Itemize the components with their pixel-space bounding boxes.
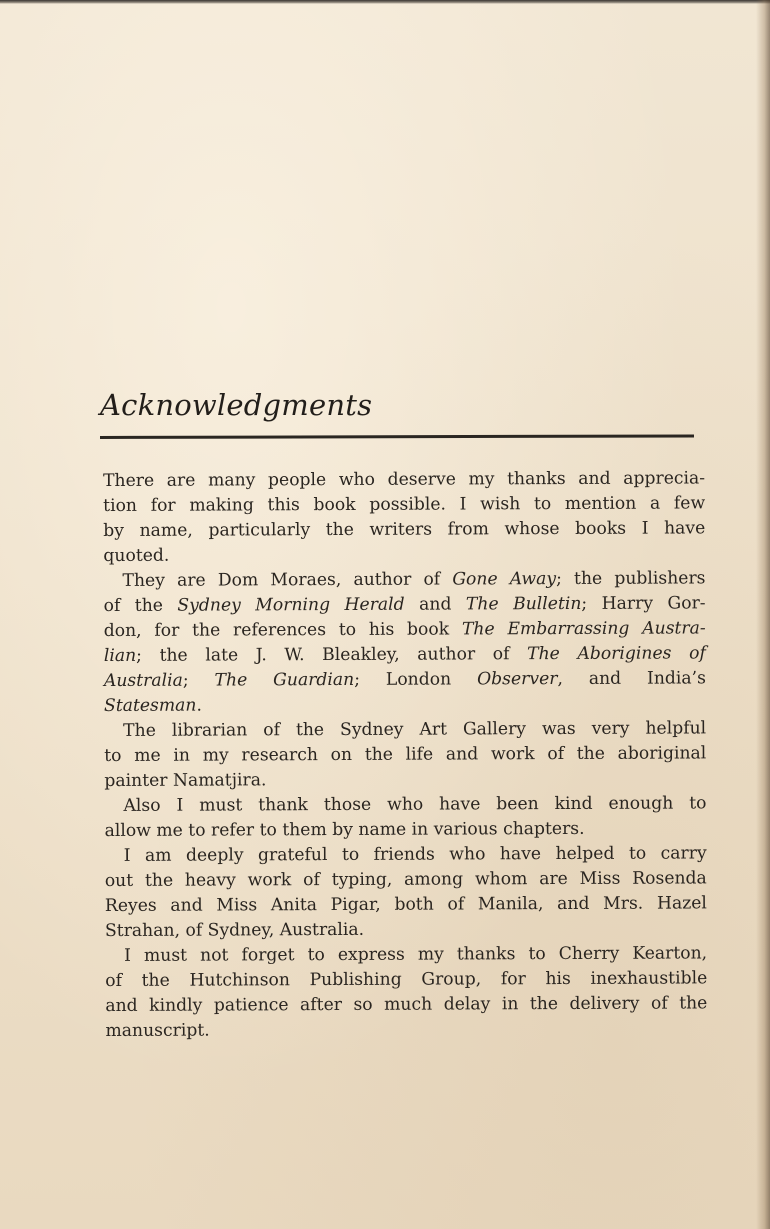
page-top-edge (0, 0, 770, 4)
paragraph-5 (105, 841, 707, 944)
text-line: to me in my research on the life and work of the aboriginal (104, 743, 707, 766)
text-line: I am deeply grateful to friends who have helped to carry (123, 843, 707, 866)
paragraph-2 (103, 566, 706, 719)
heading-rule (100, 434, 694, 439)
acknowledgments-body (103, 466, 708, 1044)
paragraph-6 (105, 941, 707, 1044)
text-line: of the Sydney Morning Herald and The Bulletin; Harry Gor- (103, 593, 706, 616)
text-line: lian; the late J. W. Bleakley, author of The Aborigines of (103, 643, 706, 666)
text-line: Reyes and Miss Anita Pigar, both of Manila, and Mrs. Hazel (104, 893, 707, 916)
text-line: Australia; The Guardian; London Observer, and India’s (103, 668, 706, 691)
text-line: and kindly patience after so much delay in the delivery of the (105, 993, 708, 1016)
text-line: tion for making this book possible. I wish to mention a few (103, 493, 706, 516)
text-line: They are Dom Moraes, author of Gone Away; the publishers (122, 568, 706, 591)
text-line: manuscript. (105, 1020, 210, 1041)
page-right-edge-shadow (756, 0, 770, 1229)
text-line: out the heavy work of typing, among whom are Miss Rosenda (104, 868, 707, 891)
paragraph-1 (103, 466, 705, 569)
text-line: of the Hutchinson Publishing Group, for his inexhaustible (105, 968, 708, 991)
text-line: I must not forget to express my thanks to Cherry Kearton, (124, 943, 708, 966)
page-heading: Acknowledgments (100, 388, 373, 422)
paragraph-3 (104, 716, 706, 794)
text-line: quoted. (103, 545, 170, 566)
paragraph-4 (104, 791, 706, 844)
text-line: Statesman. (103, 695, 202, 716)
text-line: The librarian of the Sydney Art Gallery was very helpful (123, 718, 707, 741)
text-line: by name, particularly the writers from whose books I have (103, 518, 706, 541)
text-line: Also I must thank those who have been kind enough to (123, 793, 707, 816)
text-line: Strahan, of Sydney, Australia. (104, 919, 365, 941)
text-line: painter Namatjira. (104, 770, 267, 791)
text-line: There are many people who deserve my thanks and apprecia- (103, 468, 706, 491)
text-line: allow me to refer to them by name in various chapters. (104, 818, 585, 841)
text-line: don, for the references to his book The Embarrassing Austra- (103, 618, 706, 641)
